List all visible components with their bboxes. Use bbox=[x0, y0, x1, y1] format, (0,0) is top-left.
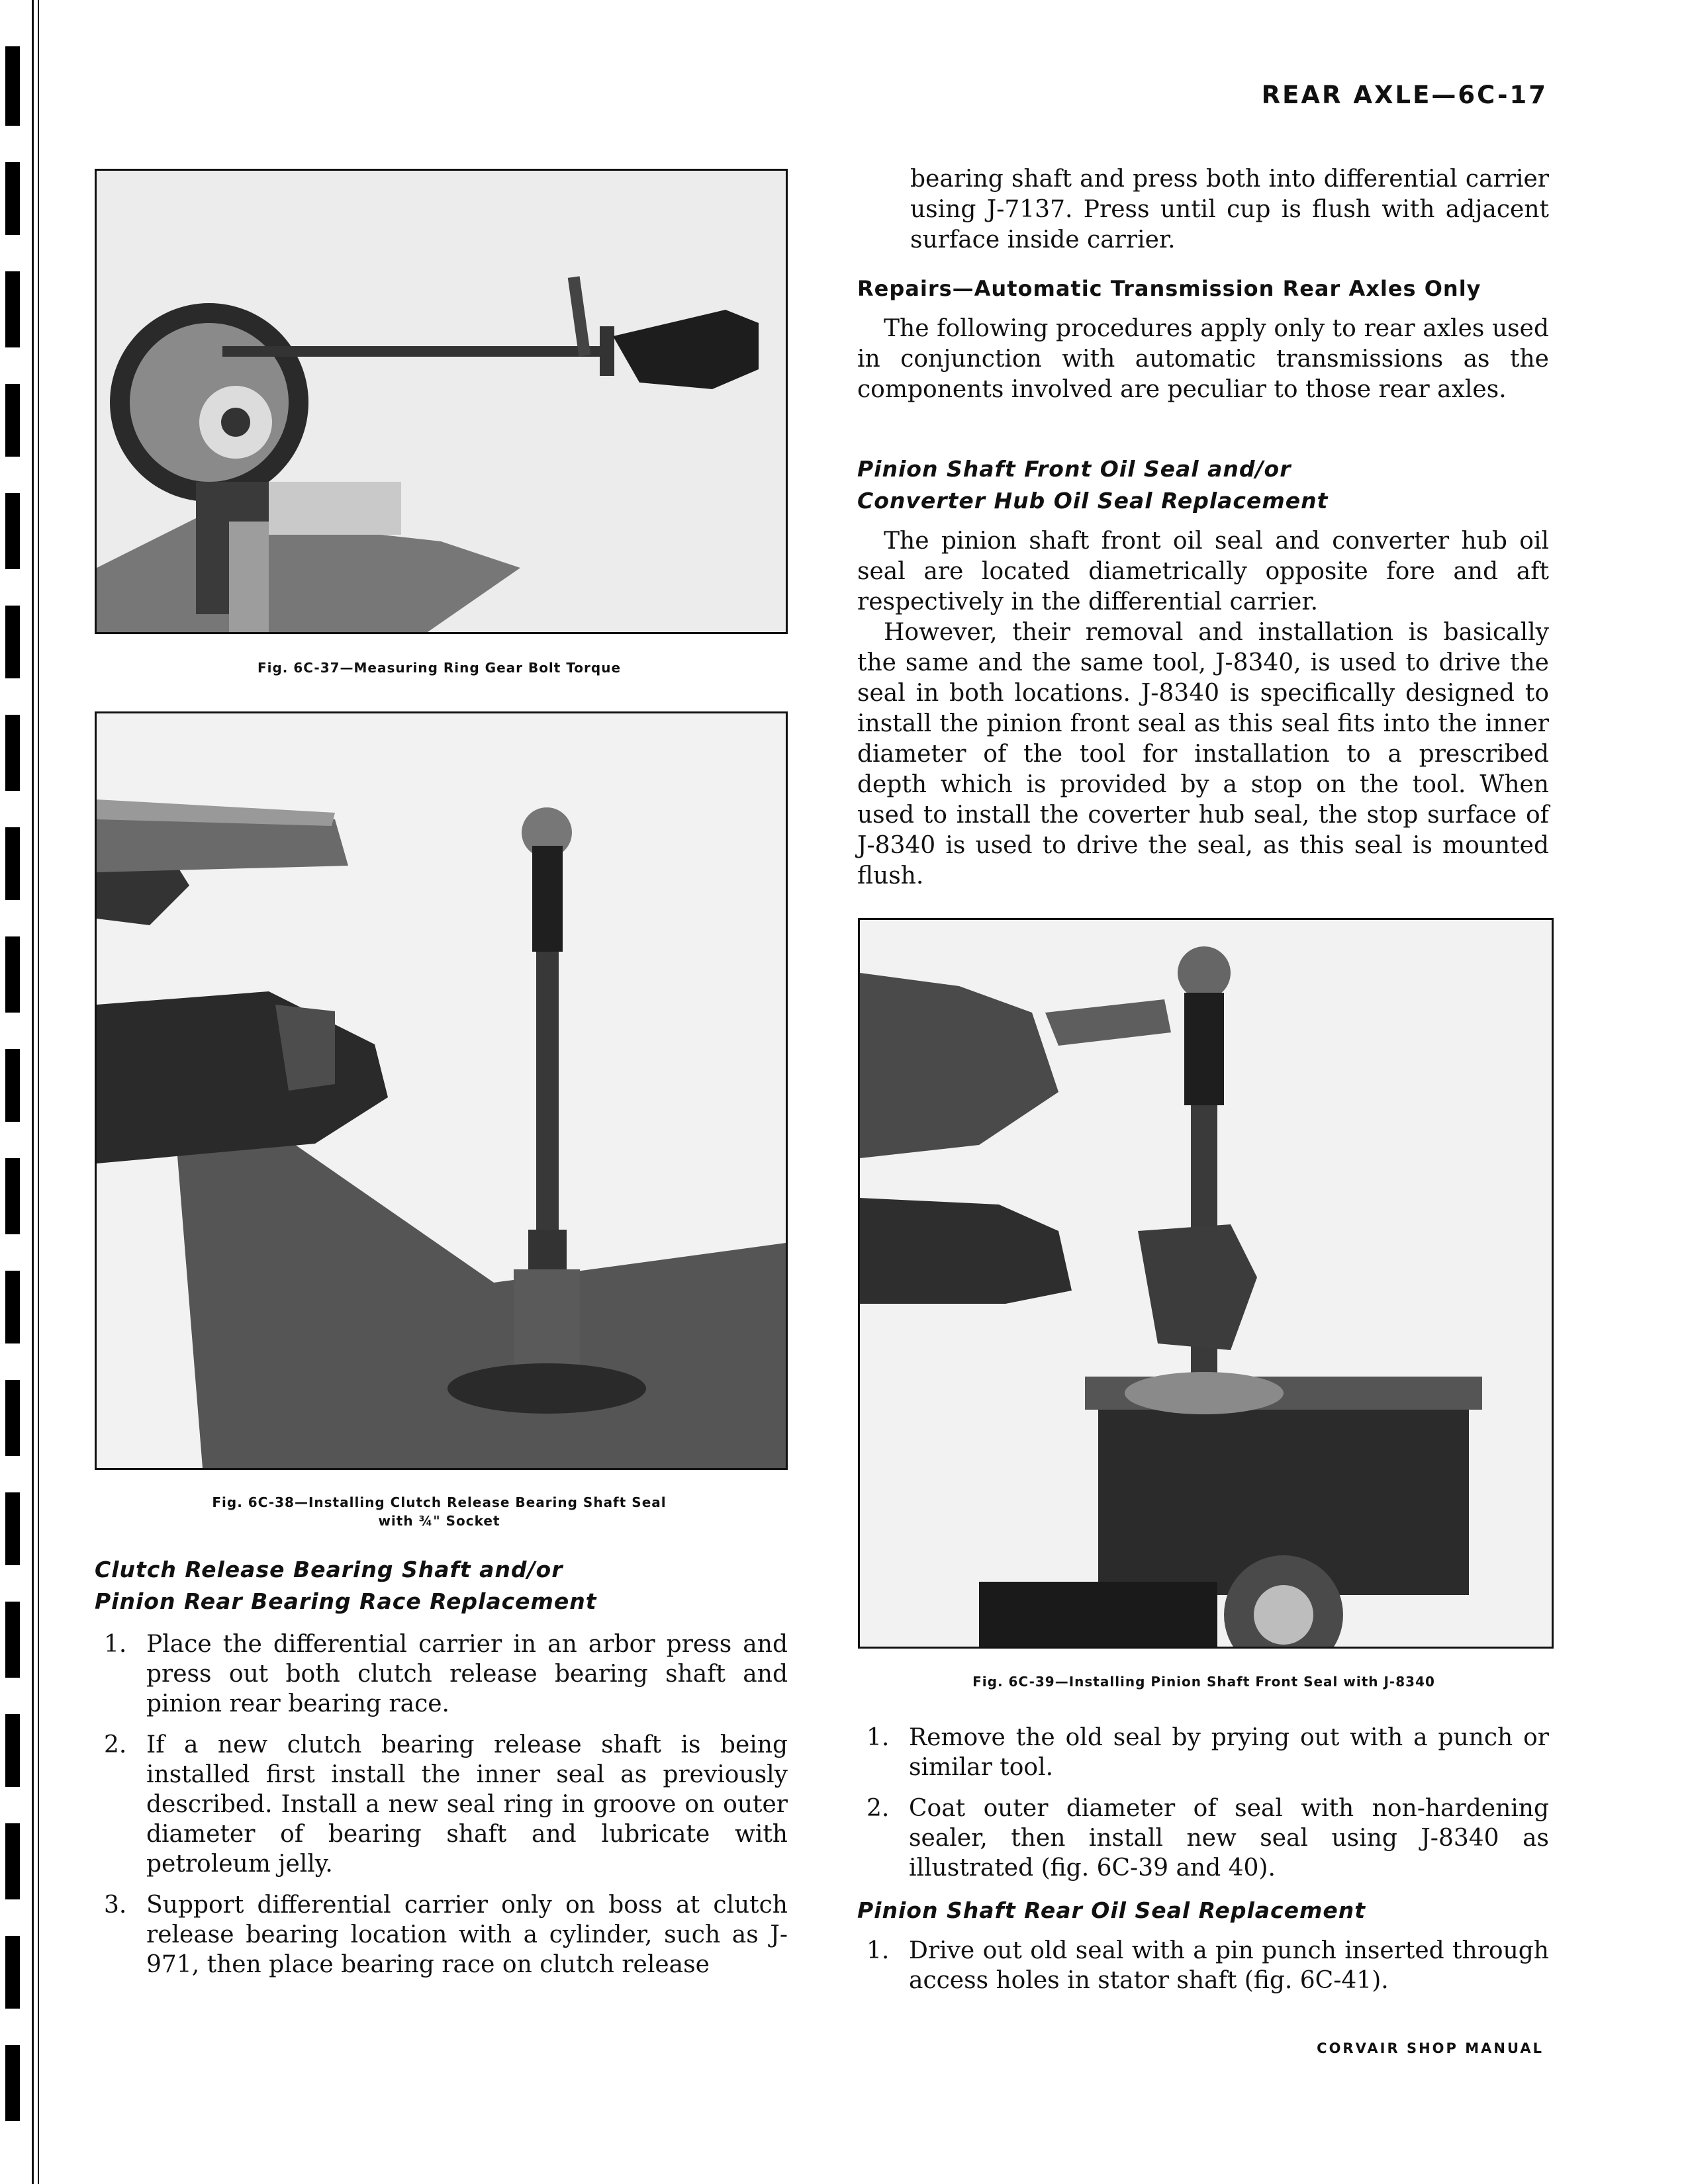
front-seal-para2: However, their removal and installation is basically the same and the same tool, J-8340, is used to drive the seal in both locations. J-8340 is specifically designed to install the pinion front seal as this seal fits into the inner diameter of the tool for installation to a prescribed depth which is provided by a stop on the tool. When used to install the coverter hub seal, the stop surface of J-8340 is used to drive the seal, as this seal is mounted flush. bbox=[857, 619, 1549, 889]
step-number: 1. bbox=[867, 1724, 890, 1751]
step-text: Place the differential carrier in an arbor press and press out both clutch release bearing shaft and pinion rear bearing race. bbox=[146, 1631, 788, 1717]
front-seal-steps bbox=[857, 1723, 1549, 1894]
step-text: Support differential carrier only on boss at clutch release bearing location with a cylinder, such as J-971, then place bearing race on clutch release bbox=[146, 1891, 788, 1978]
figure-clutch-seal bbox=[95, 711, 788, 1470]
binding-edge bbox=[0, 0, 60, 2184]
step-number: 3. bbox=[104, 1891, 127, 1919]
figure-6c-38-caption-line2: with ¾" Socket bbox=[378, 1513, 500, 1529]
front-seal-para1: The pinion shaft front oil seal and converter hub oil seal are located diametrically opposite fore and aft respectively in the differential carrier. bbox=[857, 527, 1549, 615]
step-number: 2. bbox=[867, 1795, 890, 1822]
front-seal-heading-line1: Pinion Shaft Front Oil Seal and/or bbox=[857, 456, 1291, 482]
step-number: 1. bbox=[867, 1937, 890, 1964]
figure-ring-gear-torque bbox=[95, 169, 788, 634]
clutch-release-heading-line2: Pinion Rear Bearing Race Replacement bbox=[95, 1588, 597, 1614]
continuation-paragraph bbox=[857, 164, 1549, 255]
figure-pinion-front-seal bbox=[858, 918, 1554, 1649]
step-text: Coat outer diameter of seal with non-hardening sealer, then install new seal using J-8340 as illustrated (fig. 6C-39 and 40). bbox=[909, 1795, 1549, 1882]
list-item bbox=[857, 1936, 1549, 1995]
list-item bbox=[95, 1730, 788, 1879]
step-text: Remove the old seal by prying out with a punch or similar tool. bbox=[909, 1724, 1549, 1781]
figure-6c-38-caption bbox=[95, 1493, 784, 1530]
list-item bbox=[857, 1794, 1549, 1883]
list-item bbox=[95, 1629, 788, 1719]
rear-seal-heading: Pinion Shaft Rear Oil Seal Replacement bbox=[857, 1897, 1366, 1923]
repairs-automatic-text: The following procedures apply only to rear axles used in conjunction with automatic transmissions as the components involved are peculiar to those rear axles. bbox=[857, 315, 1549, 403]
front-seal-paragraphs bbox=[857, 526, 1549, 891]
list-item bbox=[857, 1723, 1549, 1782]
step-number: 1. bbox=[104, 1631, 127, 1658]
figure-6c-37-caption: Fig. 6C-37—Measuring Ring Gear Bolt Torque bbox=[257, 660, 622, 676]
page-footer: CORVAIR SHOP MANUAL bbox=[1317, 2040, 1544, 2056]
step-text: Drive out old seal with a pin punch inserted through access holes in stator shaft (fig. 6C-41). bbox=[909, 1937, 1549, 1994]
clutch-release-heading bbox=[95, 1554, 790, 1617]
list-item bbox=[95, 1890, 788, 1979]
continuation-text: bearing shaft and press both into differential carrier using J-7137. Press until cup is flush with adjacent surface inside carrier. bbox=[910, 165, 1549, 253]
repairs-automatic-paragraph bbox=[857, 314, 1549, 405]
hammer-socket-photo bbox=[97, 713, 786, 1468]
page-header: REAR AXLE—6C-17 bbox=[1261, 81, 1548, 109]
repairs-automatic-heading: Repairs—Automatic Transmission Rear Axles Only bbox=[857, 276, 1481, 301]
torque-wrench-photo bbox=[97, 171, 786, 632]
rear-seal-steps bbox=[857, 1936, 1549, 2007]
pinion-seal-photo bbox=[860, 920, 1552, 1647]
front-seal-heading-line2: Converter Hub Oil Seal Replacement bbox=[857, 488, 1329, 514]
figure-6c-38-caption-line1: Fig. 6C-38—Installing Clutch Release Bearing Shaft Seal bbox=[212, 1494, 667, 1510]
step-number: 2. bbox=[104, 1731, 127, 1758]
step-text: If a new clutch bearing release shaft is being installed first install the inner seal as previously described. Install a new seal ring in groove on outer diameter of bearing shaft and lubricate with petroleum jelly. bbox=[146, 1731, 788, 1878]
clutch-release-steps bbox=[95, 1629, 788, 1991]
clutch-release-heading-line1: Clutch Release Bearing Shaft and/or bbox=[95, 1557, 563, 1582]
front-seal-heading bbox=[857, 453, 1552, 517]
figure-6c-39-caption: Fig. 6C-39—Installing Pinion Shaft Front Seal with J-8340 bbox=[972, 1674, 1435, 1690]
